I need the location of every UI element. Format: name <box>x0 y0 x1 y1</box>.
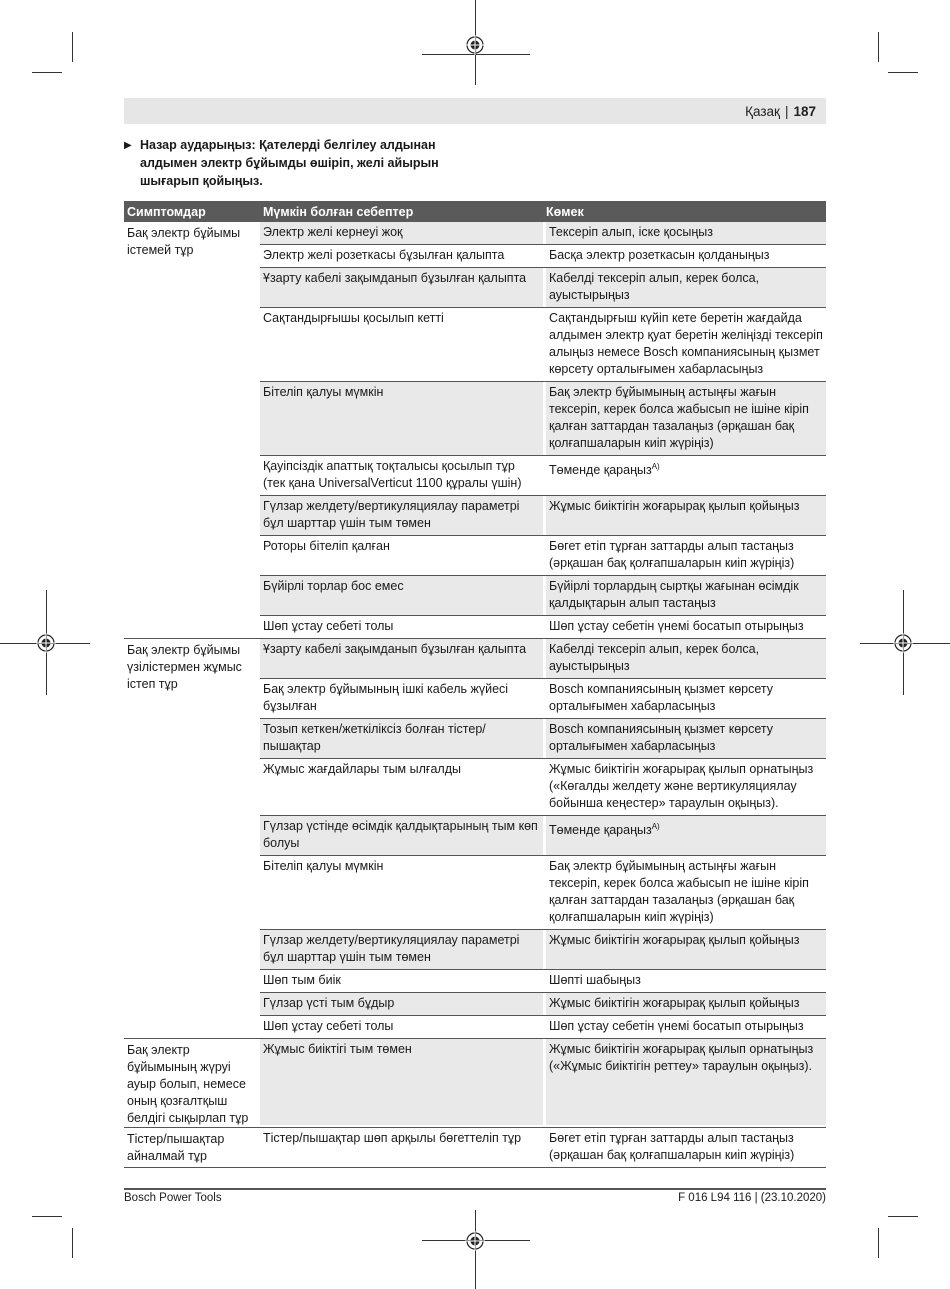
symptom-group <box>124 222 826 639</box>
table-row <box>260 455 826 495</box>
help-text: Сақтандырғыш күйіп кете беретін жағдайда алдымен электр қуат беретін желіңізді тексеріп алыңыз немесе Bosch компаниясының қызмет көрсету орталығымен хабарласыңыз <box>549 311 823 376</box>
symptom-cell: Бақ электр бұйымының жүруі ауыр болып, немесе оның қозғалтқыш белдігі сықырлап тұр <box>127 1043 249 1125</box>
table-row <box>260 535 826 575</box>
symptom-cell: Бақ электр бұйымы істемей тұр <box>127 226 241 257</box>
help-text: Кабелді тексеріп алып, керек болса, ауыстырыңыз <box>549 271 760 302</box>
help-text: Төменде қараңыз <box>549 463 652 478</box>
help-text: Жұмыс биіктігін жоғарырақ қылып қойыңыз <box>549 996 800 1010</box>
footer-brand: Bosch Power Tools <box>124 1192 222 1204</box>
help-text: Шөп ұстау себетін үнемі босатып отырыңыз <box>549 619 804 633</box>
cause-cell: Электр желі кернеуі жоқ <box>260 222 543 244</box>
table-row <box>260 615 826 638</box>
help-cell <box>543 719 826 758</box>
table-row <box>260 1015 826 1038</box>
cause-cell: Гүлзар желдету/вертикуляциялау параметрі бұл шарттар үшін тым төмен <box>260 930 543 969</box>
crop-mark <box>72 32 73 62</box>
notice-text: Назар аударыңыз: Қателерді белгілеу алдынан алдымен электр бұйымды өшіріп, желі айырын шығарып қойыңыз. <box>140 138 439 188</box>
column-header-causes: Мүмкін болған себептер <box>263 204 414 219</box>
help-cell <box>543 382 826 455</box>
help-text: Бөгет етіп тұрған заттарды алып тастаңыз (әрқашан бақ қолғапшаларын киіп жүріңіз) <box>549 1131 795 1162</box>
symptom-group <box>124 639 826 1039</box>
help-cell <box>543 930 826 969</box>
help-text: Жұмыс биіктігін жоғарырақ қылып қойыңыз <box>549 933 800 947</box>
table-body <box>124 222 826 1168</box>
help-cell <box>543 856 826 929</box>
table-row <box>260 815 826 855</box>
help-cell <box>543 1016 826 1038</box>
cause-cell: Ұзарту кабелі зақымданып бұзылған қалыпта <box>260 639 543 678</box>
help-cell <box>543 536 826 575</box>
help-cell <box>543 308 826 381</box>
help-cell <box>543 245 826 267</box>
help-cell <box>543 816 826 855</box>
table-row <box>260 244 826 267</box>
cause-cell: Гүлзар үсті тым бұдыр <box>260 993 543 1015</box>
cause-cell: Сақтандырғышы қосылып кетті <box>263 311 444 325</box>
table-row <box>260 969 826 992</box>
help-text: Жұмыс биіктігін жоғарырақ қылып орнатыңыз («Көгалды желдету және вертикуляциялау бойынша кеңестер» тараулын оқыңыз). <box>549 762 814 810</box>
registration-mark-icon <box>465 35 485 55</box>
table-row <box>260 639 826 678</box>
table-header <box>124 201 826 222</box>
crop-mark <box>888 1216 918 1217</box>
registration-mark-icon <box>893 633 913 653</box>
footnote-marker: A) <box>651 822 660 831</box>
table-row <box>260 1039 826 1125</box>
crop-mark <box>878 1228 879 1258</box>
help-cell <box>543 1128 826 1167</box>
cause-cell: Гүлзар үстінде өсімдік қалдықтарының тым көп болуы <box>260 816 543 855</box>
column-header-help: Көмек <box>546 204 584 219</box>
cause-cell: Электр желі розеткасы бұзылған қалыпта <box>263 248 505 262</box>
registration-mark-icon <box>465 1231 485 1251</box>
crop-mark <box>878 32 879 62</box>
symptom-cell: Бақ электр бұйымы үзілістермен жұмыс істеп тұр <box>127 643 242 691</box>
cause-cell: Гүлзар желдету/вертикуляциялау параметрі бұл шарттар үшін тым төмен <box>260 496 543 535</box>
cause-cell: Қауіпсіздік апаттық тоқталысы қосылып тұр (тек қана UniversalVerticut 1100 құралы үшін) <box>263 459 522 490</box>
table-row <box>260 495 826 535</box>
cause-cell: Бүйірлі торлар бос емес <box>260 576 543 615</box>
footer-divider <box>124 1188 826 1190</box>
registration-mark-icon <box>36 633 56 653</box>
help-text: Төменде қараңыз <box>549 823 652 838</box>
help-cell <box>543 1039 826 1125</box>
help-text: Жұмыс биіктігін жоғарырақ қылып орнатыңыз («Жұмыс биіктігін реттеу» тараулын оқыңыз). <box>549 1042 814 1073</box>
table-row <box>260 678 826 718</box>
cause-cell: Ұзарту кабелі зақымданып бұзылған қалыпта <box>260 268 543 307</box>
page-number: 187 <box>793 103 816 119</box>
cause-cell: Жұмыс биіктігі тым төмен <box>260 1039 543 1125</box>
bullet-arrow-icon: ▶ <box>124 140 132 151</box>
language-label: Қазақ <box>745 103 780 119</box>
column-header-symptoms: Симптомдар <box>127 204 206 219</box>
help-text: Бүйірлі торлардың сыртқы жағынан өсімдік қалдықтарын алып тастаңыз <box>549 579 799 610</box>
help-cell <box>543 576 826 615</box>
cause-cell: Роторы бітеліп қалған <box>263 539 390 553</box>
header-separator: | <box>784 103 789 119</box>
troubleshooting-table <box>124 201 826 1168</box>
help-text: Bosch компаниясының қызмет көрсету орталығымен хабарласыңыз <box>549 722 774 753</box>
crop-mark <box>72 1228 73 1258</box>
help-cell <box>543 993 826 1015</box>
help-cell <box>543 616 826 638</box>
help-cell <box>543 970 826 992</box>
help-text: Басқа электр розеткасын қолданыңыз <box>549 248 770 262</box>
table-row <box>260 575 826 615</box>
help-cell <box>543 639 826 678</box>
crop-mark <box>32 72 62 73</box>
table-row <box>260 855 826 929</box>
cause-cell: Шөп ұстау себеті толы <box>263 619 394 633</box>
page-header <box>124 98 826 124</box>
help-cell <box>543 679 826 718</box>
cause-cell: Тістер/пышақтар шөп арқылы бөгеттеліп тұр <box>263 1131 522 1145</box>
help-text: Бөгет етіп тұрған заттарды алып тастаңыз (әрқашан бақ қолғапшаларын киіп жүріңіз) <box>549 539 795 570</box>
footer-doc-id: F 016 L94 116 | (23.10.2020) <box>678 1192 826 1204</box>
help-cell <box>543 496 826 535</box>
cause-cell: Бақ электр бұйымының ішкі кабель жүйесі бұзылған <box>263 682 509 713</box>
warning-notice <box>124 136 464 190</box>
table-row <box>260 222 826 244</box>
table-row <box>260 758 826 815</box>
cause-cell: Шөп ұстау себеті толы <box>263 1019 394 1033</box>
help-text: Бақ электр бұйымының астыңғы жағын тексеріп, керек болса жабысып не ішіне кіріп қалған заттардан тазалаңыз (әрқашан бақ қолғапшаларын киіп жүріңіз) <box>549 859 809 924</box>
help-text: Жұмыс биіктігін жоғарырақ қылып қойыңыз <box>549 499 800 513</box>
cause-cell: Бітеліп қалуы мүмкін <box>263 859 384 873</box>
table-row <box>260 307 826 381</box>
cause-cell: Тозып кеткен/жеткіліксіз болған тістер/пышақтар <box>260 719 543 758</box>
help-text: Бақ электр бұйымының астыңғы жағын тексеріп, керек болса жабысып не ішіне кіріп қалған заттардан тазалаңыз (әрқашан бақ қолғапшаларын киіп жүріңіз) <box>549 385 809 450</box>
help-text: Bosch компаниясының қызмет көрсету орталығымен хабарласыңыз <box>549 682 774 713</box>
table-row <box>260 718 826 758</box>
symptom-group <box>124 1039 826 1128</box>
help-cell <box>543 759 826 815</box>
help-text: Шөпті шабыңыз <box>549 973 641 987</box>
table-row <box>260 992 826 1015</box>
help-cell <box>543 456 826 495</box>
table-row <box>260 267 826 307</box>
help-text: Шөп ұстау себетін үнемі босатып отырыңыз <box>549 1019 804 1033</box>
table-row <box>260 1128 826 1167</box>
help-text: Тексеріп алып, іске қосыңыз <box>549 225 713 239</box>
symptom-cell: Тістер/пышақтар айналмай тұр <box>127 1132 225 1163</box>
help-cell <box>543 222 826 244</box>
help-text: Кабелді тексеріп алып, керек болса, ауыстырыңыз <box>549 642 760 673</box>
cause-cell: Бітеліп қалуы мүмкін <box>260 382 543 455</box>
crop-mark <box>32 1216 62 1217</box>
cause-cell: Шөп тым биік <box>263 973 341 987</box>
crop-mark <box>888 72 918 73</box>
table-row <box>260 381 826 455</box>
footnote-marker: A) <box>651 462 660 471</box>
help-cell <box>543 268 826 307</box>
cause-cell: Жұмыс жағдайлары тым ылғалды <box>263 762 461 776</box>
symptom-group <box>124 1128 826 1168</box>
table-row <box>260 929 826 969</box>
